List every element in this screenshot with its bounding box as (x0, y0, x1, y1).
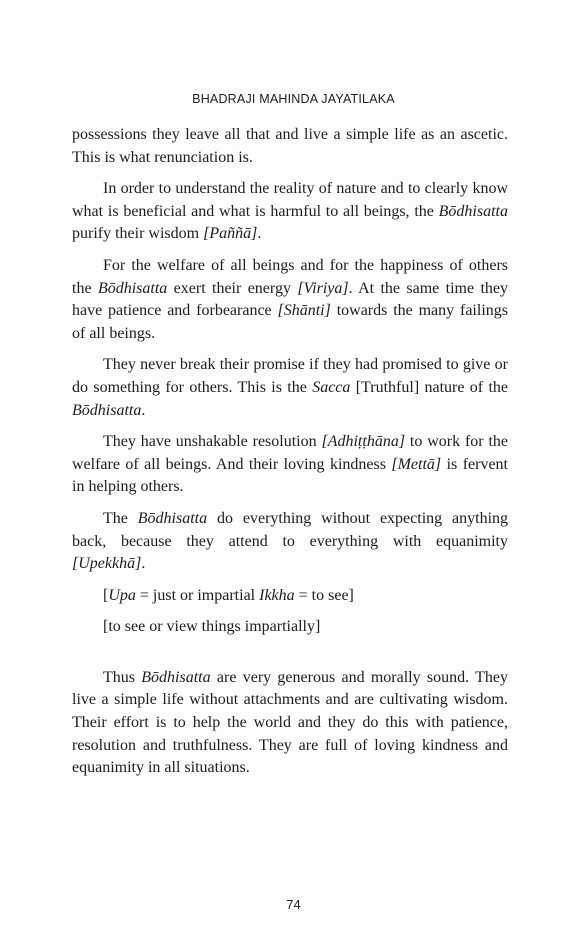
running-head: BHADRAJI MAHINDA JAYATILAKA (192, 92, 395, 106)
text-run: . At the same time they have patience and forbearance (72, 279, 509, 320)
text-run: exert their energy (167, 279, 298, 297)
paragraph-resolution (72, 431, 508, 499)
text-run: = just or impartial (135, 586, 260, 604)
text-run: They never break their promise if they had promised to give or do something for others. This is the (72, 356, 508, 396)
text-run: [ (103, 586, 109, 604)
text-run: . (141, 401, 146, 419)
term-ikkha: Ikkha (259, 586, 295, 604)
text-run: are very generous and morally sound. They live a simple life without attachments and are cultivating wisdom. Their effort is to help the world and they do this with patience, resolution and truthfulness. They are full of loving kindness and equanimity in all situations. (72, 668, 508, 777)
term-bodhisatta: Bōdhisatta (72, 401, 142, 419)
note-definition (72, 585, 508, 608)
text-run: In order to understand the reality of nature and to clearly know what is beneficial and what is harmful to all beings, the (72, 180, 508, 220)
term-metta: [Mettā] (391, 455, 442, 473)
term-bodhisatta: Bōdhisatta (438, 202, 508, 220)
text-run: is fervent in helping others. (72, 455, 508, 496)
text-run: = to see] (294, 586, 354, 604)
text-run: . (257, 225, 262, 243)
text-run: For the welfare of all beings and for the happiness of others the (72, 256, 508, 297)
text-run: . (141, 555, 146, 573)
text-run: They have unshakable resolution (103, 433, 322, 451)
term-adhitthana: [Adhiṭṭhāna] (321, 433, 406, 451)
text-run: [Truthful] nature of the (350, 378, 509, 396)
term-bodhisatta: Bōdhisatta (97, 279, 168, 297)
text-run: do everything without expecting anything back, because they attend to everything with equanimity (72, 509, 509, 550)
paragraph-summary (72, 667, 508, 780)
term-upekkha: [Upekkhā] (72, 555, 142, 573)
term-upa: Upa (108, 586, 136, 604)
page-number: 74 (286, 897, 301, 912)
term-bodhisatta: Bōdhisatta (137, 509, 208, 527)
term-sacca: Sacca (312, 378, 351, 396)
text-run: Thus (103, 668, 142, 686)
page-body (72, 124, 508, 789)
paragraph-equanimity (72, 508, 508, 576)
paragraph-wisdom (72, 178, 508, 246)
text-run: towards the many failings of all beings. (72, 302, 508, 342)
text-run: The (103, 509, 138, 527)
term-panna: [Paññā] (203, 225, 258, 243)
paragraph-truthful (72, 354, 508, 422)
paragraph-renunciation: possessions they leave all that and live a simple life as an ascetic. This is what renunciation is. (72, 126, 508, 166)
note-meaning: [to see or view things impartially] (103, 618, 321, 636)
text-run: to work for the welfare of all beings. And their loving kindness (72, 433, 509, 473)
term-viriya: [Viriya] (297, 279, 349, 297)
term-bodhisatta: Bōdhisatta (141, 668, 211, 686)
term-shanti: [Shānti] (277, 302, 331, 320)
text-run: purify their wisdom (72, 225, 204, 243)
paragraph-energy (72, 255, 508, 345)
